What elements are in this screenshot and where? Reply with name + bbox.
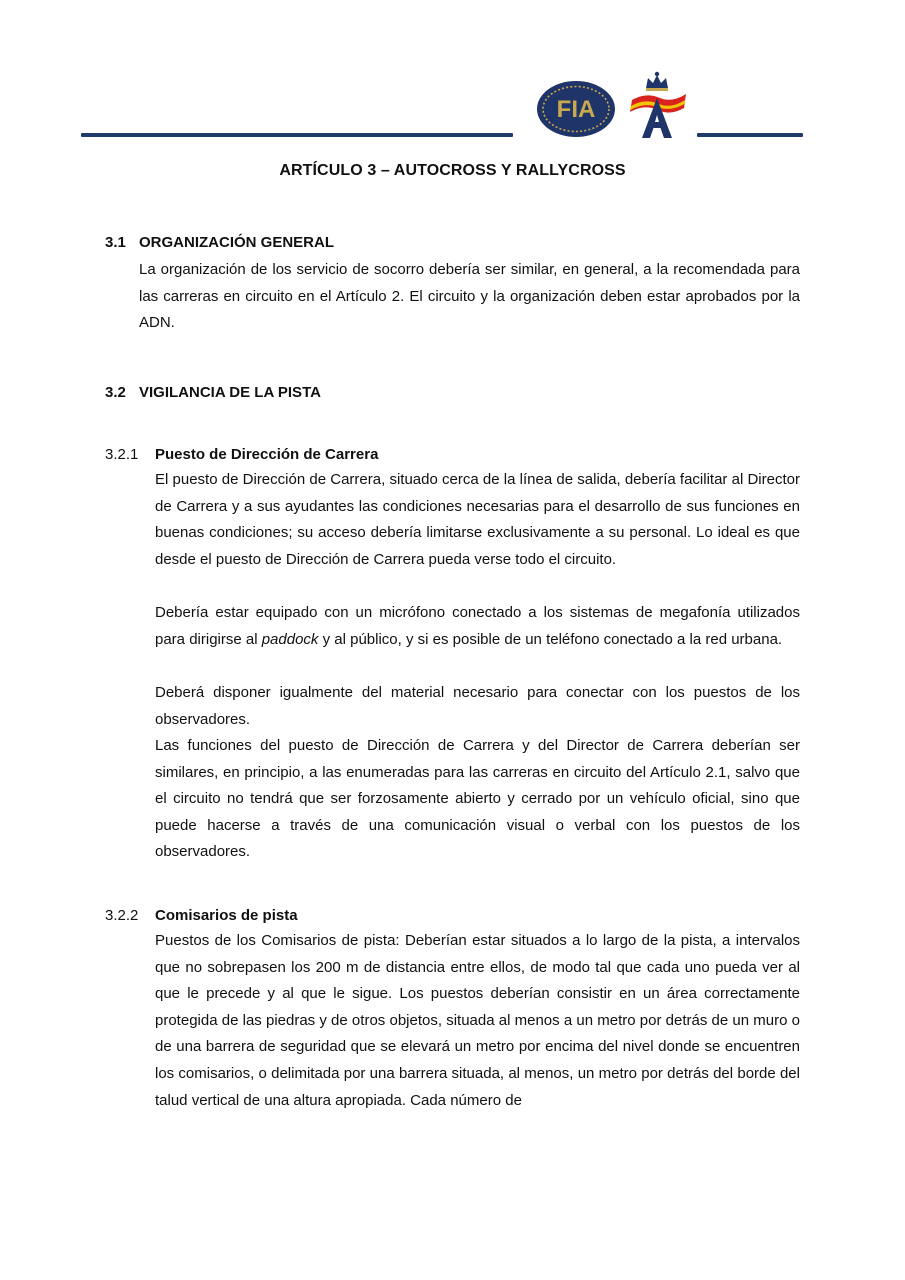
section-3-2-1-paragraph-4: Las funciones del puesto de Dirección de Carrera y del Director de Carrera deberían ser similares, en principio, a las enumeradas para las carreras en circuito del Artículo 2.1, salvo que el circuito no tendrá que ser forzosamente abierto y cerrado por un vehículo oficial, sino que puede hacerse a través de una comunicación visual o verbal con los puestos de los observadores. (155, 737, 800, 861)
paddock-term: paddock (261, 630, 319, 648)
header-rule-left (81, 133, 513, 137)
section-3-1-paragraph: La organización de los servicio de socorro debería ser similar, en general, a la recomendada para las carreras en circuito en el Artículo 2. El circuito y la organización deben estar aprobados por la ADN. (139, 261, 800, 332)
section-3-2-number: 3.2 (105, 384, 126, 401)
section-3-2-1-number: 3.2.1 (105, 446, 139, 463)
rfeda-logo (624, 70, 690, 140)
section-3-2-2-heading: Comisarios de pista (155, 907, 298, 924)
header-rule-right (697, 133, 803, 137)
section-3-1-heading: ORGANIZACIÓN GENERAL (139, 234, 334, 251)
section-3-2-1-paragraph-1: El puesto de Dirección de Carrera, situado cerca de la línea de salida, debería facilitar al Director de Carrera y a sus ayudantes las condiciones necesarias para el desarrollo de sus funciones en buenas condiciones; su acceso debería limitarse exclusivamente a su personal. Lo ideal es que desde el puesto de Dirección de Carrera pueda verse todo el circuito. (155, 471, 800, 568)
section-3-2-1-paragraph-3: Deberá disponer igualmente del material necesario para conectar con los puestos de los observadores. (155, 684, 800, 728)
paragraph-2-text-a: Debería estar equipado con un micrófono conectado a los sistemas de megafonía utilizados para dirigirse al (155, 604, 800, 648)
section-3-1-number: 3.1 (105, 234, 126, 251)
document-title: ARTÍCULO 3 – AUTOCROSS Y RALLYCROSS (279, 162, 626, 179)
section-3-2-heading: VIGILANCIA DE LA PISTA (139, 384, 321, 401)
fia-logo (536, 80, 616, 138)
section-3-2-1-paragraph-2 (155, 600, 800, 653)
section-3-2-2-paragraph-1: Puestos de los Comisarios de pista: Deberían estar situados a lo largo de la pista, a intervalos que no sobrepasen los 200 m de distancia entre ellos, de modo tal que cada uno pueda ver al que le precede y al que le sigue. Los puestos deberían consistir en un área correctamente protegida de las piedras y de otros objetos, situada al menos a un metro por detrás de un muro o de una barrera de seguridad que se elevará un metro por encima del nivel donde se encuentren los comisarios, o delimitada por una barrera situada, al menos, un metro por detrás del borde del talud vertical de una altura apropiada. Cada número de (155, 932, 800, 1109)
section-3-2-1-heading: Puesto de Dirección de Carrera (155, 446, 379, 463)
paragraph-2-text-b: y al público, y si es posible de un teléfono conectado a la red urbana. (318, 630, 783, 648)
svg-text:FIA: FIA (556, 96, 596, 123)
section-3-2-2-number: 3.2.2 (105, 907, 139, 924)
